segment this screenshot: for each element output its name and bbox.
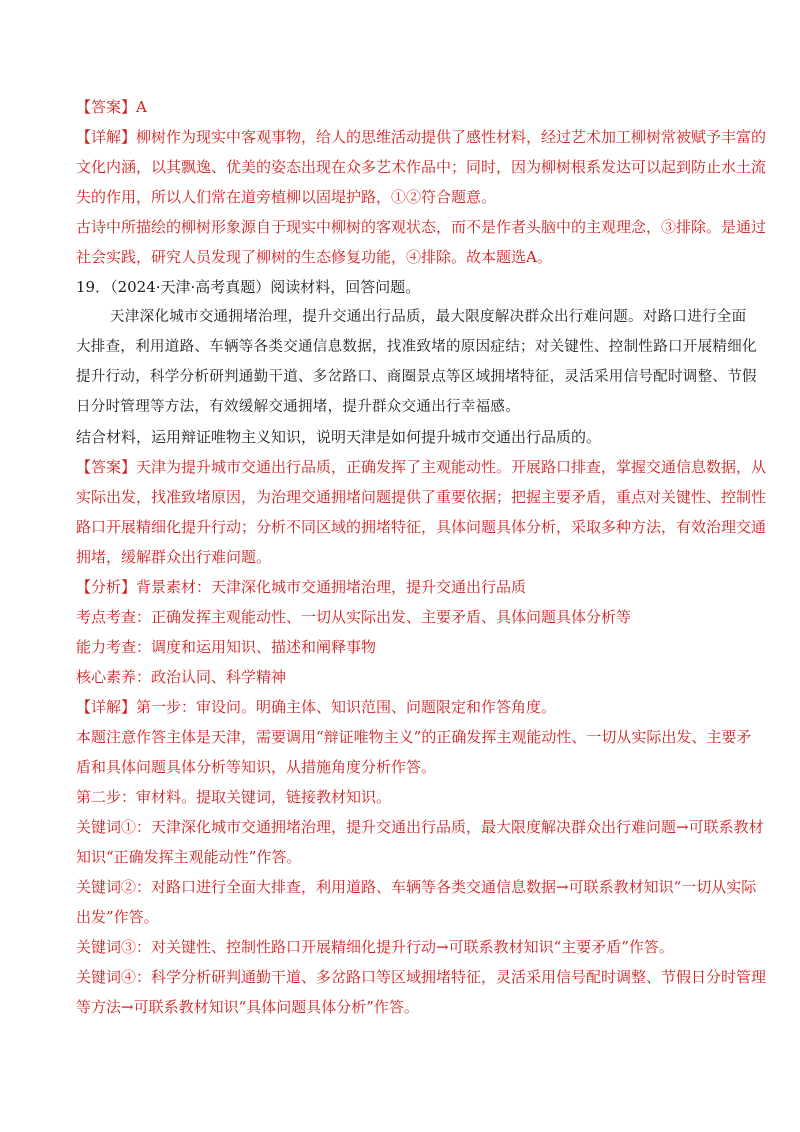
q19-question: 结合材料，运用辩证唯物主义知识，说明天津是如何提升城市交通出行品质的。 — [76, 428, 602, 446]
q18-answer: 【答案】A — [76, 98, 147, 116]
q19-detail-line: 关键词④：科学分析研判通勤干道、多岔路口等区域拥堵特征，灵活采用信号配时调整、节假日分时管理 — [76, 968, 767, 986]
q19-material-line: 天津深化城市交通拥堵治理，提升交通出行品质，最大限度解决群众出行难问题。对路口进行全面 — [110, 309, 747, 325]
q19-answer-line: 路口开展精细化提升行动；分析不同区域的拥堵特征，具体问题具体分析，采取多种方法，有效治理交通 — [76, 518, 767, 536]
document-page — [76, 92, 767, 1022]
q18-detail-line: 失的作用，所以人们常在道旁植柳以固堤护路，①②符合题意。 — [76, 188, 497, 206]
q19-answer-line: 实际出发，找准致堵原因，为治理交通拥堵问题提供了重要依据；把握主要矛盾，重点对关键性、控制性 — [76, 488, 767, 506]
q18-detail-line: 文化内涵，以其飘逸、优美的姿态出现在众多艺术作品中；同时，因为柳树根系发达可以起到防止水土流 — [76, 158, 767, 176]
q19-detail-line: 等方法→可联系教材知识“具体问题具体分析”作答。 — [76, 998, 419, 1016]
q19-analysis-line: 核心素养：政治认同、科学精神 — [76, 668, 287, 686]
q19-detail-line: 【详解】第一步：审设问。明确主体、知识范围、问题限定和作答角度。 — [76, 698, 557, 716]
q19-detail-line: 本题注意作答主体是天津，需要调用“辩证唯物主义”的正确发挥主观能动性、一切从实际出发、主要矛 — [76, 728, 752, 746]
q19-detail-line: 关键词①：天津深化城市交通拥堵治理，提升交通出行品质，最大限度解决群众出行难问题→可联系教材 — [76, 818, 764, 836]
q19-analysis-line: 考点考查：正确发挥主观能动性、一切从实际出发、主要矛盾、具体问题具体分析等 — [76, 608, 632, 626]
q19-analysis-line: 【分析】背景素材：天津深化城市交通拥堵治理，提升交通出行品质 — [76, 578, 527, 596]
q19-detail-line: 出发”作答。 — [76, 908, 159, 926]
q18-detail-line: 【详解】柳树作为现实中客观事物，给人的思维活动提供了感性材料，经过艺术加工柳树常被赋予丰富的 — [76, 128, 767, 146]
q19-material-line: 日分时管理等方法，有效缓解交通拥堵，提升群众交通出行幸福感。 — [76, 399, 520, 415]
q19-material-line: 提升行动，科学分析研判通勤干道、多岔路口、商圈景点等区域拥堵特征，灵活采用信号配时调整、节假 — [76, 369, 757, 385]
q19-answer-line: 拥堵，缓解群众出行难问题。 — [76, 548, 272, 566]
q19-detail-line: 知识“正确发挥主观能动性”作答。 — [76, 848, 302, 866]
q19-detail-line: 关键词②：对路口进行全面大排查，利用道路、车辆等各类交通信息数据→可联系教材知识“一切从实际 — [76, 878, 757, 896]
q19-detail-line: 盾和具体问题具体分析等知识，从措施角度分析作答。 — [76, 758, 437, 776]
q19-detail-line: 第二步：审材料。提取关键词，链接教材知识。 — [76, 788, 392, 806]
q19-heading: 19．（2024·天津·高考真题）阅读材料，回答问题。 — [76, 278, 421, 296]
q18-detail-line: 社会实践，研究人员发现了柳树的生态修复功能，④排除。故本题选A。 — [76, 248, 552, 266]
q19-analysis-line: 能力考查：调度和运用知识、描述和阐释事物 — [76, 638, 377, 656]
q19-answer-line: 【答案】天津为提升城市交通出行品质，正确发挥了主观能动性。开展路口排查，掌握交通信息数据，从 — [76, 458, 767, 476]
q19-material-line: 大排查，利用道路、车辆等各类交通信息数据，找准致堵的原因症结；对关键性、控制性路口开展精细化 — [76, 339, 757, 355]
q19-detail-line: 关键词③：对关键性、控制性路口开展精细化提升行动→可联系教材知识“主要矛盾”作答。 — [76, 938, 674, 956]
q18-detail-line: 古诗中所描绘的柳树形象源自于现实中柳树的客观状态，而不是作者头脑中的主观理念，③排除。是通过 — [76, 218, 767, 236]
